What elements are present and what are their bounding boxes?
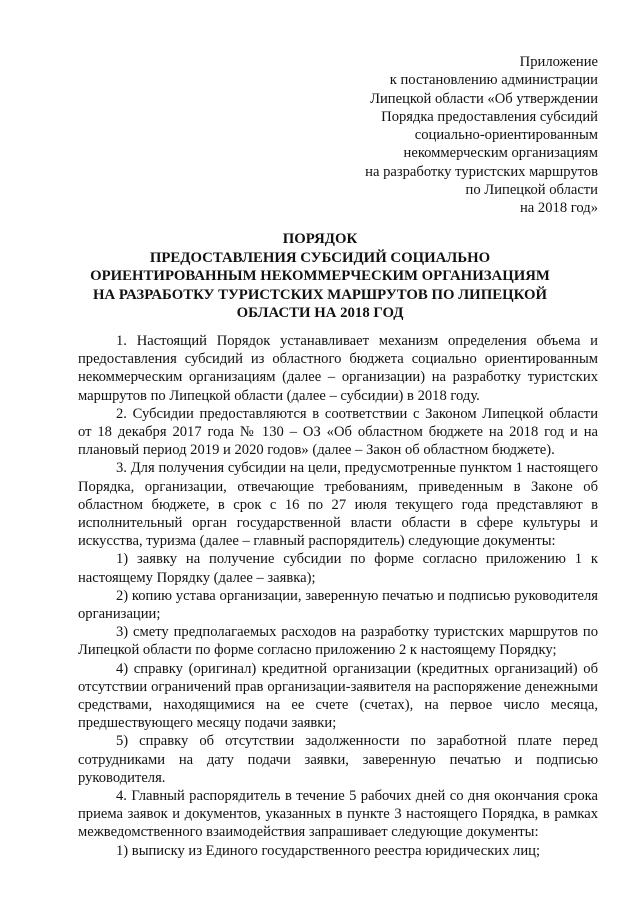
title-line: ПОРЯДОК [282, 231, 358, 247]
title-line: НА РАЗРАБОТКУ ТУРИСТСКИХ МАРШРУТОВ ПО ЛИПЕЦКОЙ [93, 286, 547, 303]
list-item-3-1: 1) заявку на получение субсидии по форме согласно приложению 1 к настоящему Порядку (далее – заявка); [78, 551, 598, 586]
appendix-line: на 2018 год» [520, 200, 598, 217]
paragraph-1: 1. Настоящий Порядок устанавливает механизм определения объема и предоставления субсидий из областного бюджета социально ориентированным некоммерческим организациям (далее – организации) на разработку туристских маршрутов по Липецкой области (далее – субсидии) в 2018 году. [78, 333, 598, 404]
title-line: ПРЕДОСТАВЛЕНИЯ СУБСИДИЙ СОЦИАЛЬНО [149, 249, 491, 266]
list-item-3-3: 3) смету предполагаемых расходов на разработку туристских маршрутов по Липецкой области по форме согласно приложению 2 к настоящему Порядку; [78, 624, 598, 659]
appendix-line: Приложение [519, 54, 598, 70]
document-body [78, 332, 598, 860]
paragraph-3: 3. Для получения субсидии на цели, предусмотренные пунктом 1 настоящего Порядка, организации, отвечающие требованиям, приведенным в Законе об областном бюджете, в срок с 16 по 27 июля текущего года представляют в исполнительный орган государственной власти области в сфере культуры и искусства, туризма (далее – главный распорядитель) следующие документы: [78, 460, 598, 550]
appendix-line: Порядка предоставления субсидий [381, 108, 598, 125]
list-item-3-2: 2) копию устава организации, заверенную печатью и подписью руководителя организации; [78, 587, 598, 623]
appendix-line: Липецкой области «Об утверждении [370, 90, 598, 107]
document-title [60, 230, 580, 323]
title-line: ОРИЕНТИРОВАННЫМ НЕКОММЕРЧЕСКИМ ОРГАНИЗАЦИЯМ [90, 268, 550, 285]
appendix-line: к постановлению администрации [389, 72, 598, 89]
list-item-3-5: 5) справку об отсутствии задолженности по заработной плате перед сотрудниками на дату подачи заявки, заверенную печатью и подписью руководителя. [78, 733, 598, 786]
paragraph-2: 2. Субсидии предоставляются в соответствии с Законом Липецкой области от 18 декабря 2017 года № 130 – ОЗ «Об областном бюджете на 2018 год и на плановый период 2019 и 2020 годов» (далее – Закон об областном бюджете). [78, 405, 598, 459]
appendix-line: некоммерческим организациям [403, 145, 598, 162]
appendix-line: по Липецкой области [465, 182, 598, 199]
list-item-4-1: 1) выписку из Единого государственного реестра юридических лиц; [116, 842, 541, 859]
appendix-line: социально-ориентированным [414, 127, 598, 144]
title-line: ОБЛАСТИ НА 2018 ГОД [236, 305, 404, 322]
appendix-line: на разработку туристских маршрутов [365, 163, 598, 180]
appendix-header [298, 53, 598, 218]
paragraph-4: 4. Главный распорядитель в течение 5 рабочих дней со дня окончания срока приема заявок и документов, указанных в пункте 3 настоящего Порядка, в рамках межведомственного взаимодействия запрашивает следующие документы: [78, 788, 598, 841]
list-item-3-4: 4) справку (оригинал) кредитной организации (кредитных организаций) об отсутствии ограничений прав организации-заявителя на распоряжение денежными средствами, находящимися на ее счете (счетах), на первое число месяца, предшествующего месяцу подачи заявки; [78, 660, 598, 732]
